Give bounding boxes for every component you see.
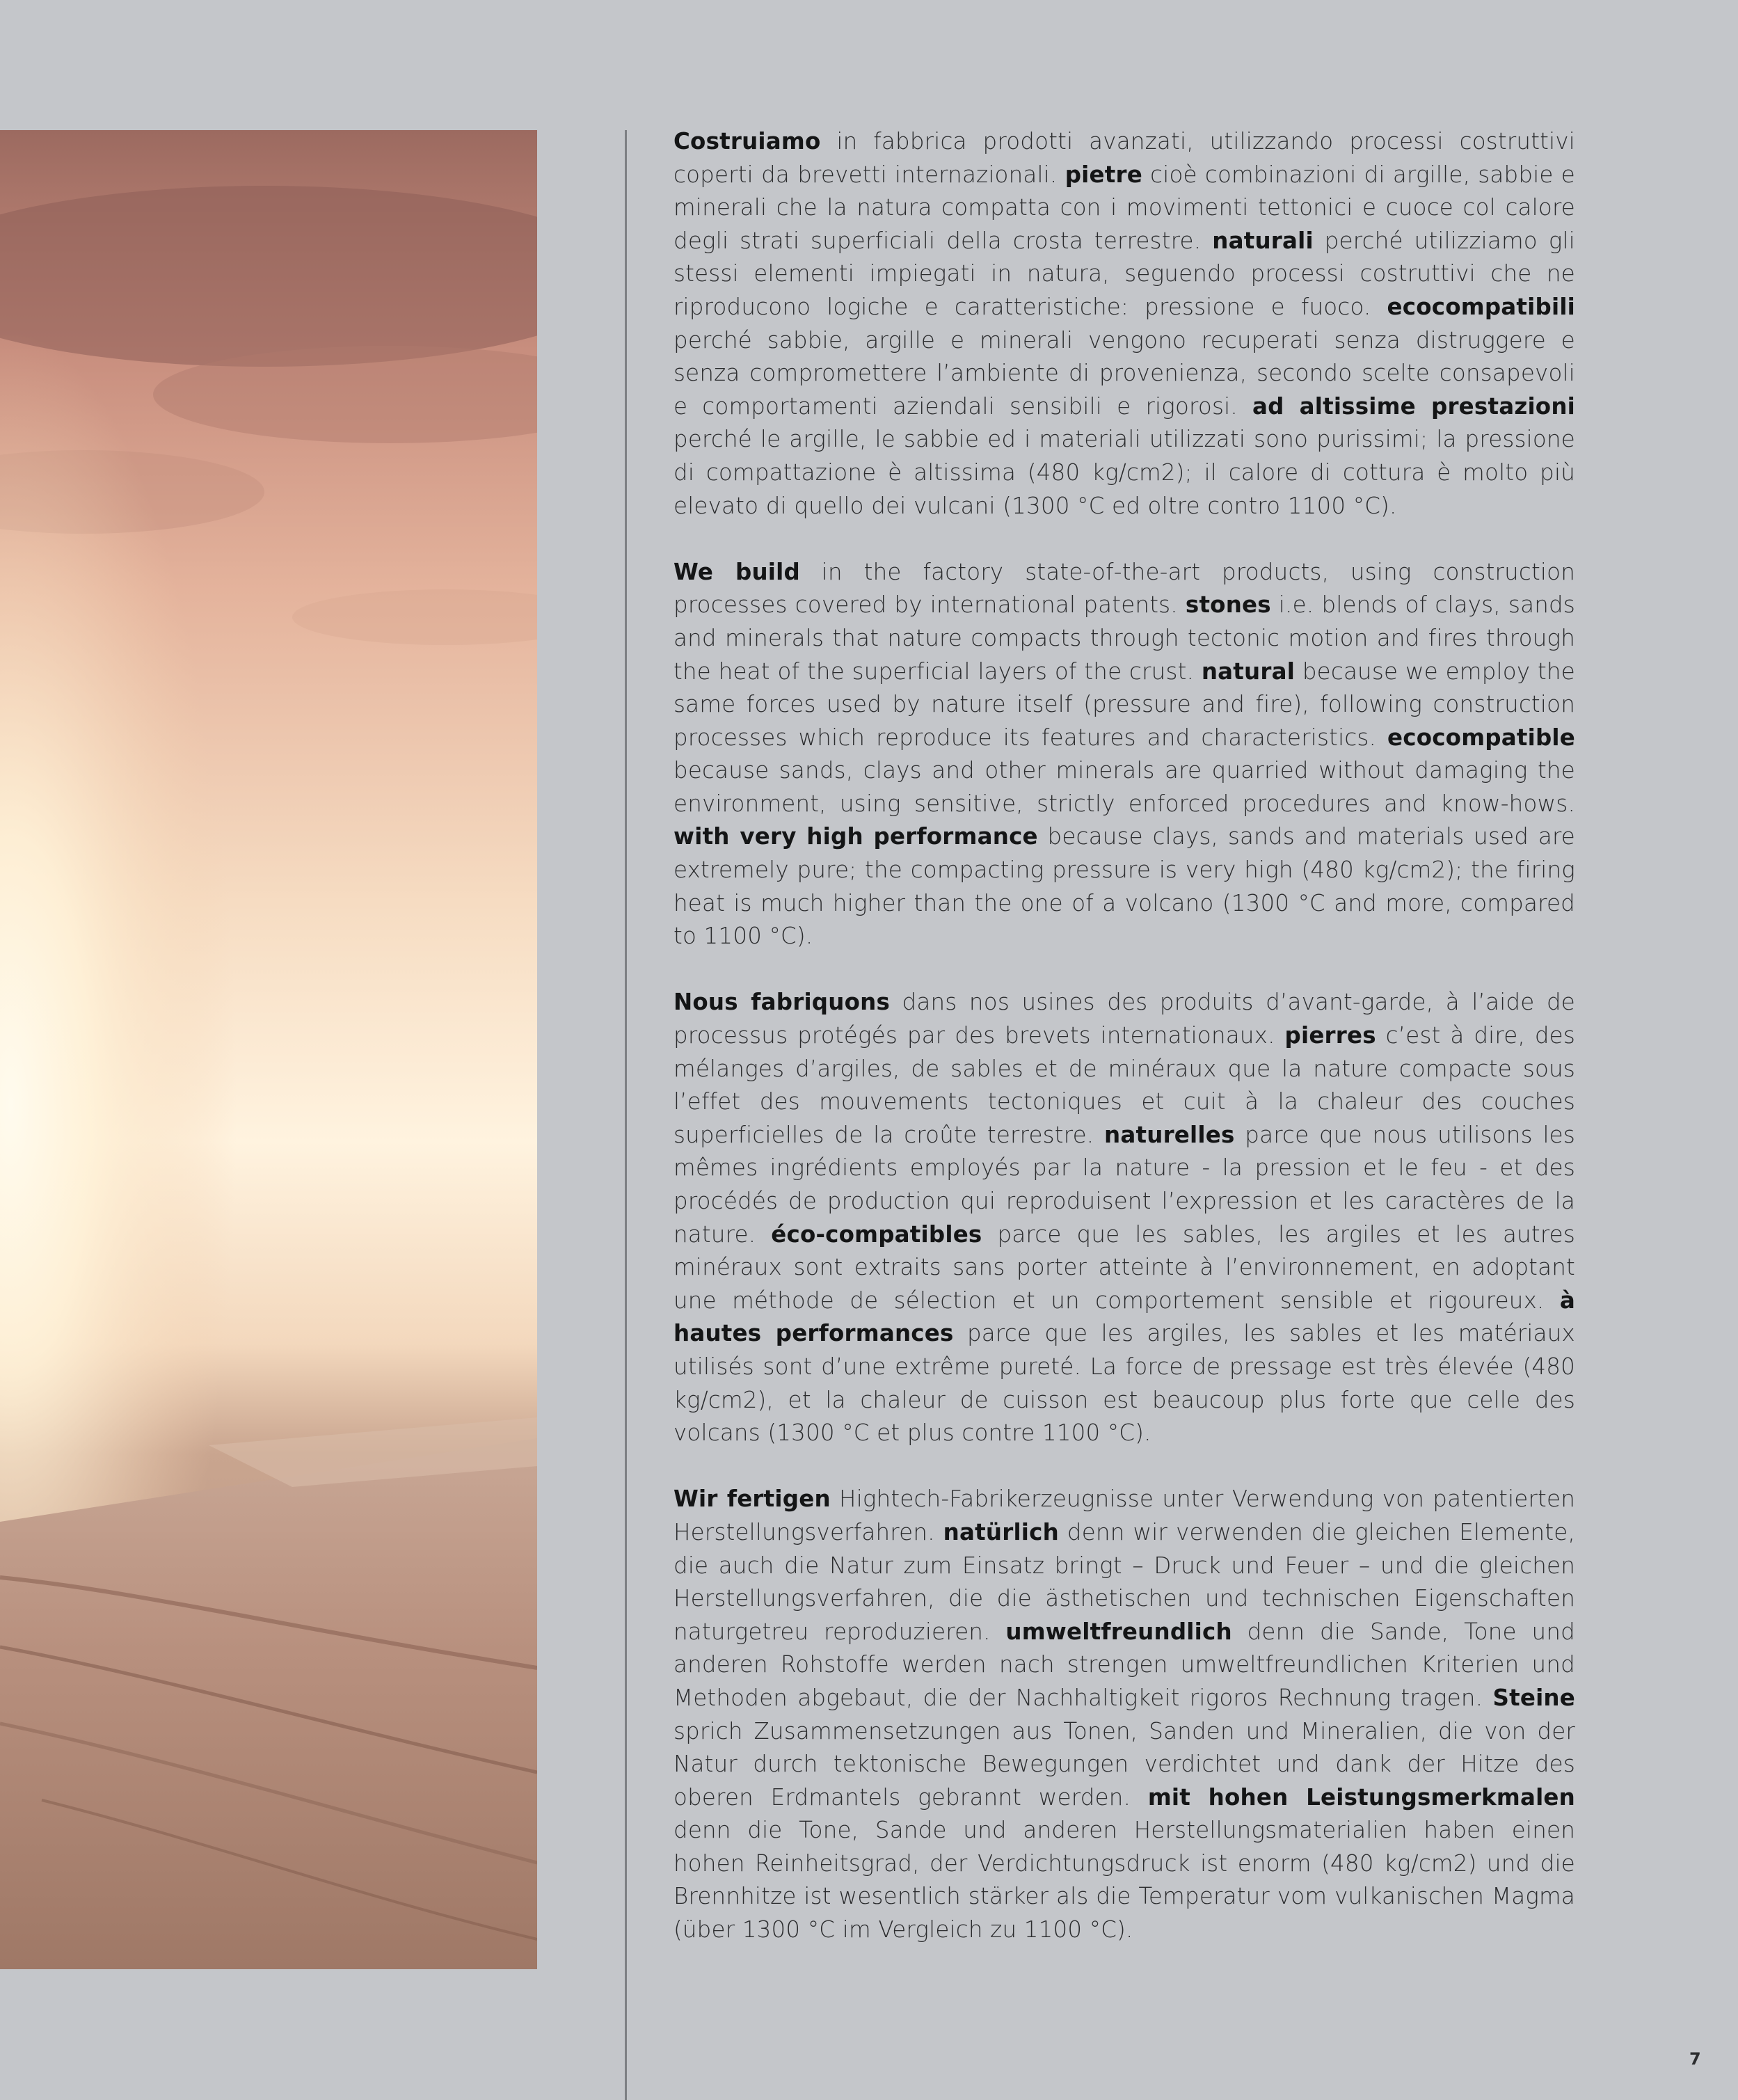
page-number: 7 <box>1689 2049 1701 2069</box>
keyword-bold: mit hohen Leistungsmerkmalen <box>1147 1783 1576 1811</box>
keyword-bold: Wir fertigen <box>673 1486 831 1513</box>
keyword-bold: ad altissime prestazioni <box>1252 392 1575 420</box>
keyword-bold: naturali <box>1212 227 1314 254</box>
text-run: because sands, clays and other minerals are quarried without damaging the environment, using sensitive, strictly enforced procedures and know-hows. <box>673 757 1575 817</box>
text-run: parce que nous utilisons les mêmes ingrédients employés par la nature - la pression et le feu - et des procédés de production qui reproduisent l’expression et les caractères de la nature. <box>673 1121 1575 1248</box>
keyword-bold: stones <box>1185 591 1271 619</box>
text-run: denn die Tone, Sande und anderen Herstellungsmaterialien haben einen hohen Reinheitsgrad, der Verdichtungsdruck ist enorm (480 kg/cm2) und die Brennhitze ist wesentlich stärker als die Temperatur vom vulkanischen Magma (über 1300 °C im Vergleich zu 1100 °C). <box>673 1817 1575 1943</box>
text-run: dans nos usines des produits d’avant-garde, à l’aide de processus protégés par des brevets internationaux. <box>673 989 1575 1049</box>
text-run: perché le argille, le sabbie ed i materiali utilizzati sono purissimi; la pressione di compattazione è altissima (480 kg/cm2); il calore di cottura è molto più elevato di quello dei vulcani (1300 °C ed oltre contro 1100 °C). <box>673 426 1575 519</box>
keyword-bold: We build <box>673 558 800 585</box>
paragraph-english <box>673 556 1575 953</box>
text-run: i.e. blends of clays, sands and minerals that nature compacts through tectonic motion and fires through the heat of the superficial layers of the crust. <box>673 591 1575 685</box>
sunset-landscape-photo <box>0 130 537 1969</box>
sunset-landscape-illustration <box>0 130 537 1969</box>
text-run: Hightech-Fabrikerzeugnisse unter Verwendung von patentierten Herstellungsverfahren. <box>673 1486 1575 1545</box>
keyword-bold: with very high performance <box>673 823 1038 850</box>
keyword-bold: Nous fabriquons <box>673 989 891 1016</box>
text-run: perché utilizziamo gli stessi elementi impiegati in natura, seguendo processi costruttivi che ne riproducono logiche e caratteristiche: pressione e fuoco. <box>673 227 1575 320</box>
vertical-divider <box>625 130 627 2100</box>
text-run: parce que les sables, les argiles et les autres minéraux sont extraits sans porter atteinte à l’environnement, en adoptant une méthode de sélection et un comportement sensible et rigoureux. <box>673 1220 1575 1314</box>
text-run: sprich Zusammensetzungen aus Tonen, Sanden und Mineralien, die von der Natur durch tektonische Bewegungen verdichtet und dank der Hitze des oberen Erdmantels gebrannt werden. <box>673 1717 1575 1811</box>
text-run: in the factory state-of-the-art products, using construction processes covered by international patents. <box>673 558 1576 619</box>
text-run: parce que les argiles, les sables et les matériaux utilisés sont d’une extrême pureté. La force de pressage est très élevée (480 kg/cm2), et la chaleur de cuisson est beaucoup plus forte que celle des volcans (1300 °C et plus contre 1100 °C). <box>673 1320 1575 1447</box>
text-run: perché sabbie, argille e minerali vengono recuperati senza distruggere e senza compromettere l’ambiente di provenienza, secondo scelte consapevoli e comportamenti aziendali sensibili e rigorosi. <box>673 326 1575 420</box>
keyword-bold: pietre <box>1065 161 1142 188</box>
paragraph-french <box>673 986 1575 1449</box>
keyword-bold: ecocompatible <box>1387 724 1575 751</box>
keyword-bold: éco-compatibles <box>771 1220 982 1248</box>
paragraph-german <box>673 1483 1575 1946</box>
keyword-bold: naturelles <box>1104 1121 1235 1148</box>
text-run: in fabbrica prodotti avanzati, utilizzando processi costruttivi coperti da brevetti internazionali. <box>673 128 1575 188</box>
keyword-bold: pierres <box>1284 1022 1376 1049</box>
text-run: denn die Sande, Tone und anderen Rohstoffe werden nach strengen umweltfreundlichen Kriterien und Methoden abgebaut, die der Nachhaltigkeit rigoros Rechnung tragen. <box>673 1618 1575 1711</box>
keyword-bold: ecocompatibili <box>1387 293 1575 320</box>
text-run: because we employ the same forces used by nature itself (pressure and fire), following construction processes which reproduce its features and characteristics. <box>673 658 1575 751</box>
keyword-bold: natural <box>1201 658 1295 685</box>
text-column <box>673 125 1575 1980</box>
keyword-bold: natürlich <box>943 1518 1059 1545</box>
keyword-bold: umweltfreundlich <box>1005 1618 1232 1645</box>
text-run: cioè combinazioni di argille, sabbie e minerali che la natura compatta con i movimenti tettonici e cuoce col calore degli strati superficiali della crosta terrestre. <box>673 161 1575 254</box>
text-run: c’est à dire, des mélanges d’argiles, de sables et de minéraux que la nature compacte sous l’effet des mouvements tectoniques et cuit à la chaleur des couches superficielles de la croûte terrestre. <box>673 1022 1575 1148</box>
keyword-bold: Steine <box>1492 1684 1575 1711</box>
paragraph-italian <box>673 125 1575 523</box>
keyword-bold: à hautes performances <box>673 1287 1575 1347</box>
text-run: because clays, sands and materials used are extremely pure; the compacting pressure is very high (480 kg/cm2); the firing heat is much higher than the one of a volcano (1300 °C and more, compared to 1100 °C). <box>673 823 1576 950</box>
text-run: denn wir verwenden die gleichen Elemente, die auch die Natur zum Einsatz bringt – Druck und Feuer – und die gleichen Herstellungsverfahren, die die ästhetischen und technischen Eigenschaften naturgetreu reproduzieren. <box>673 1518 1575 1645</box>
keyword-bold: Costruiamo <box>673 128 821 154</box>
